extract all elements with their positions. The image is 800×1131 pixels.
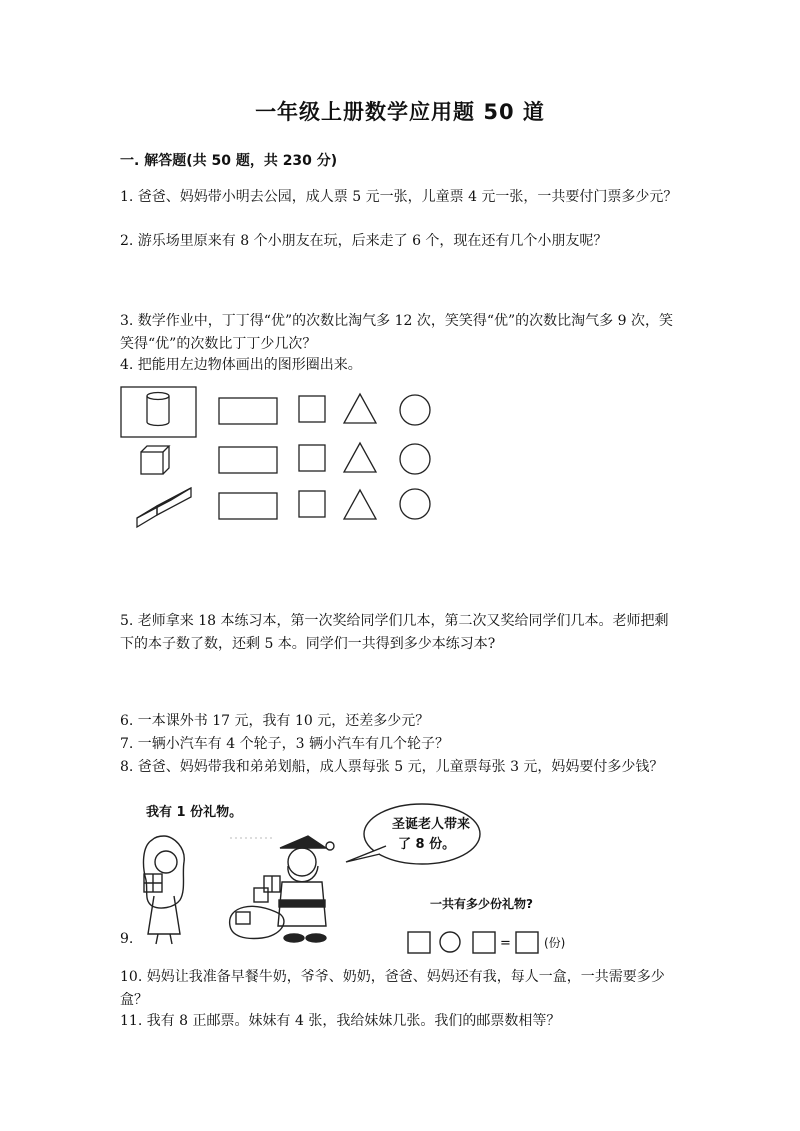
answer-box bbox=[408, 932, 430, 953]
operator-circle bbox=[440, 932, 460, 952]
question-8: 8. 爸爸、妈妈带我和弟弟划船，成人票每张 5 元，儿童票每张 3 元，妈妈要付多少钱？ bbox=[120, 759, 664, 775]
cuboid-icon bbox=[137, 488, 191, 527]
cube-icon bbox=[141, 446, 169, 474]
square-shape bbox=[299, 445, 325, 471]
santa-speech-line-2: 了 8 份。 bbox=[398, 837, 456, 852]
question-11: 11. 我有 8 正邮票。妹妹有 4 张，我给妹妹几张。我们的邮票数相等？ bbox=[120, 1013, 561, 1029]
cylinder-icon bbox=[147, 393, 169, 426]
triangle-shape bbox=[344, 394, 376, 423]
girl-speech-text: 我有 1 份礼物。 bbox=[146, 805, 243, 820]
rectangle-shape bbox=[219, 447, 277, 473]
square-shape bbox=[299, 396, 325, 422]
circle-shape bbox=[400, 444, 430, 474]
santa-speech-line-1: 圣诞老人带来 bbox=[392, 817, 471, 832]
circle-shape bbox=[400, 395, 430, 425]
question-1: 1. 爸爸、妈妈带小明去公园，成人票 5 元一张，儿童票 4 元一张，一共要付门票多少元？ bbox=[120, 189, 678, 205]
unit-label: (份) bbox=[544, 936, 566, 950]
question-3: 3. 数学作业中，丁丁得“优”的次数比淘气多 12 次，笑笑得“优”的次数比淘气多 9 次，笑笑得“优”的次数比丁丁少几次？ bbox=[120, 313, 673, 352]
girl-with-gift-icon bbox=[144, 836, 185, 944]
question-2: 2. 游乐场里原来有 8 个小朋友在玩，后来走了 6 个，现在还有几个小朋友呢？ bbox=[120, 233, 608, 249]
q9-gift-figure bbox=[130, 796, 590, 956]
cylinder-frame bbox=[121, 387, 196, 437]
page-title: 一年级上册数学应用题 50 道 bbox=[255, 100, 545, 124]
equals-sign: = bbox=[500, 936, 511, 951]
square-shape bbox=[299, 491, 325, 517]
total-gifts-question: 一共有多少份礼物? bbox=[430, 897, 533, 911]
question-6: 6. 一本课外书 17 元，我有 10 元，还差多少元？ bbox=[120, 713, 430, 729]
question-9: 9. bbox=[120, 931, 134, 947]
answer-equation bbox=[408, 932, 538, 953]
santa-speech-bubble bbox=[346, 804, 480, 864]
question-7: 7. 一辆小汽车有 4 个轮子，3 辆小汽车有几个轮子？ bbox=[120, 736, 449, 752]
triangle-shape bbox=[344, 490, 376, 519]
circle-shape bbox=[400, 489, 430, 519]
answer-box bbox=[516, 932, 538, 953]
q4-shapes-figure bbox=[115, 380, 445, 530]
triangle-shape bbox=[344, 443, 376, 472]
question-5: 5. 老师拿来 18 本练习本，第一次奖给同学们几本，第二次又奖给同学们几本。老师把剩下的本子数了数，还剩 5 本。同学们一共得到多少本练习本? bbox=[120, 613, 669, 652]
rectangle-shape bbox=[219, 493, 277, 519]
section-heading: 一. 解答题(共 50 题，共 230 分) bbox=[120, 153, 338, 169]
question-4: 4. 把能用左边物体画出的图形圈出来。 bbox=[120, 357, 362, 373]
rectangle-shape bbox=[219, 398, 277, 424]
santa-with-sack-icon bbox=[230, 836, 334, 942]
answer-box bbox=[473, 932, 495, 953]
question-10: 10. 妈妈让我准备早餐牛奶，爷爷、奶奶，爸爸、妈妈还有我，每人一盒，一共需要多少盒？ bbox=[120, 969, 665, 1008]
